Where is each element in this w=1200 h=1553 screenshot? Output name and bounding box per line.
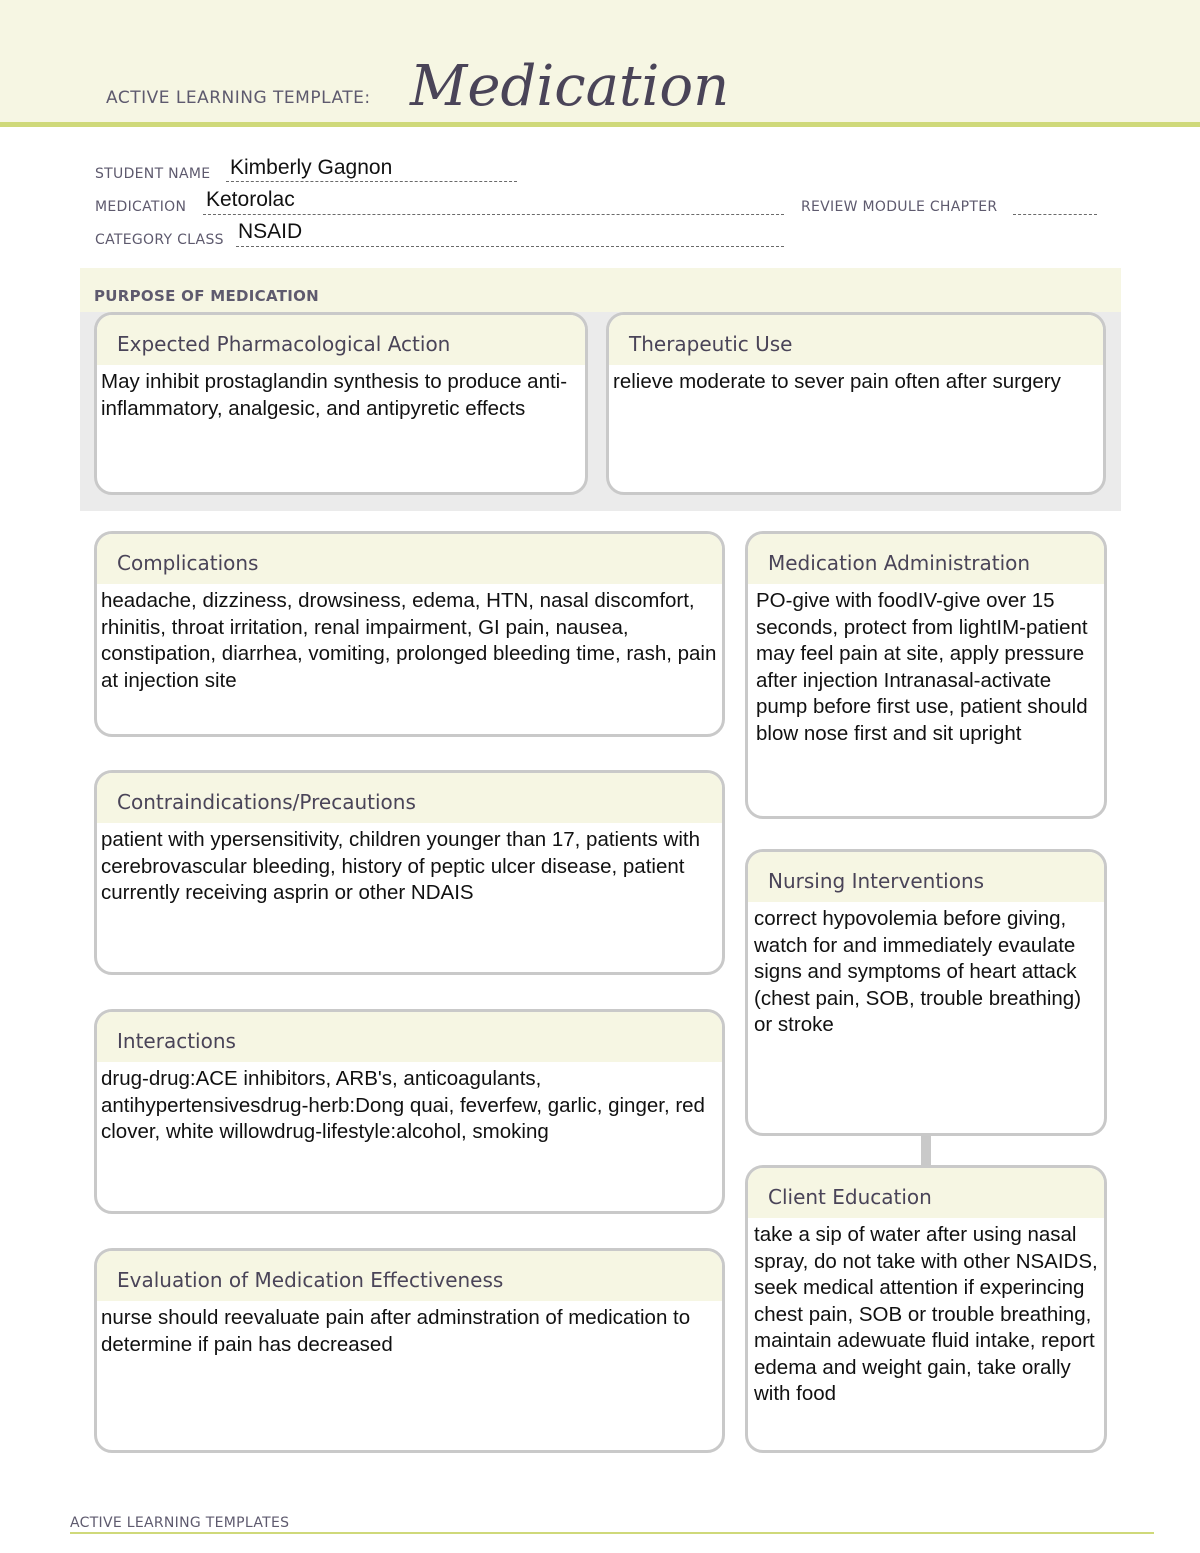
category-class-line	[236, 246, 784, 247]
administration-card	[745, 531, 1107, 819]
review-module-label: REVIEW MODULE CHAPTER	[801, 199, 998, 215]
contraindications-card	[94, 770, 725, 975]
contraindications-title: Contraindications/Precautions	[97, 773, 722, 825]
client-education-title: Client Education	[748, 1168, 1104, 1220]
category-class-label: CATEGORY CLASS	[95, 232, 224, 248]
administration-title: Medication Administration	[748, 534, 1104, 586]
complications-card	[94, 531, 725, 737]
student-name-line	[226, 181, 517, 182]
interactions-card	[94, 1009, 725, 1214]
client-education-text[interactable]: take a sip of water after using nasal spray, do not take with other NSAIDS, seek medical attention if experincing chest pain, SOB or trouble breathing, maintain adewuate fluid intake, report edema and weight gain, take orally with food	[754, 1223, 1098, 1405]
header-divider	[0, 122, 1200, 127]
student-name-field[interactable]: Kimberly Gagnon	[230, 156, 393, 179]
evaluation-text[interactable]: nurse should reevaluate pain after adminstration of medication to determine if pain has decreased	[101, 1306, 691, 1356]
page-title: Medication	[410, 54, 730, 119]
interactions-title: Interactions	[97, 1012, 722, 1064]
nursing-interventions-text[interactable]: correct hypovolemia before giving, watch for and immediately evaulate signs and symptoms of heart attack (chest pain, SOB, trouble breathing) or stroke	[754, 907, 1082, 1036]
evaluation-card	[94, 1248, 725, 1453]
therapeutic-use-title: Therapeutic Use	[609, 315, 1103, 367]
complications-title: Complications	[97, 534, 722, 586]
interactions-text[interactable]: drug-drug:ACE inhibitors, ARB's, anticoagulants, antihypertensivesdrug-herb:Dong quai, feverfew, garlic, ginger, red clover, white willowdrug-lifestyle:alcohol, smoking	[101, 1067, 705, 1143]
review-module-line	[1013, 214, 1097, 215]
card-connector	[921, 1133, 931, 1167]
category-class-field[interactable]: NSAID	[238, 220, 303, 243]
template-label: ACTIVE LEARNING TEMPLATE:	[106, 88, 371, 108]
contraindications-text[interactable]: patient with ypersensitivity, children younger than 17, patients with cerebrovascular bleeding, history of peptic ulcer disease, patient currently receiving asprin or other NDAIS	[101, 828, 701, 904]
expected-action-card	[94, 312, 588, 495]
medication-field[interactable]: Ketorolac	[206, 188, 295, 211]
expected-action-text[interactable]: May inhibit prostaglandin synthesis to produce anti-inflammatory, analgesic, and antipyretic effects	[101, 370, 568, 420]
therapeutic-use-card	[606, 312, 1106, 495]
administration-text[interactable]: PO-give with foodIV-give over 15 seconds, protect from lightIM-patient may feel pain at site, apply pressure after injection Intranasal-activate pump before first use, patient should blow nose first and sit upright	[756, 589, 1088, 745]
student-name-label: STUDENT NAME	[95, 166, 211, 182]
client-education-card	[745, 1165, 1107, 1453]
therapeutic-use-text[interactable]: relieve moderate to sever pain often after surgery	[613, 370, 1061, 393]
evaluation-title: Evaluation of Medication Effectiveness	[97, 1251, 722, 1303]
nursing-interventions-title: Nursing Interventions	[748, 852, 1104, 904]
nursing-interventions-card	[745, 849, 1107, 1136]
purpose-label: PURPOSE OF MEDICATION	[94, 287, 320, 305]
medication-label: MEDICATION	[95, 199, 187, 215]
footer-label: ACTIVE LEARNING TEMPLATES	[70, 1515, 290, 1531]
complications-text[interactable]: headache, dizziness, drowsiness, edema, HTN, nasal discomfort, rhinitis, throat irritation, renal impairment, GI pain, nausea, constipation, diarrhea, vomiting, prolonged bleeding time, rash, pain at injection site	[101, 589, 717, 692]
footer-divider	[70, 1532, 1154, 1534]
expected-action-title: Expected Pharmacological Action	[97, 315, 585, 367]
medication-line	[203, 214, 784, 215]
